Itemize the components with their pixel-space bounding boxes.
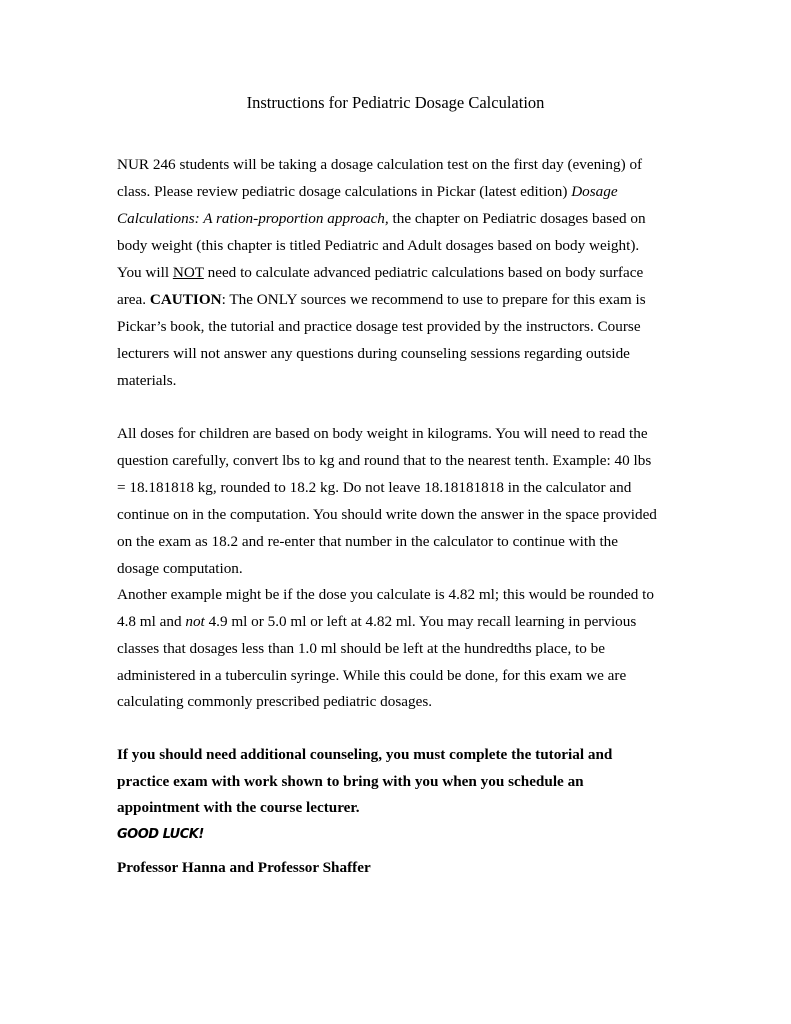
counseling-note-line: appointment with the course lecturer.	[117, 799, 360, 816]
paragraph-1-line	[117, 344, 630, 364]
paragraph-2-line	[117, 585, 654, 605]
signature: Professor Hanna and Professor Shaffer	[117, 859, 371, 876]
text-span: question carefully, convert lbs to kg and round that to the nearest tenth. Example: 40 lbs	[117, 452, 652, 469]
paragraph-2-line	[117, 639, 605, 659]
text-span: classes that dosages less than 1.0 ml should be left at the hundredths place, to be	[117, 640, 605, 657]
good-luck-text: GOOD LUCK!	[117, 827, 204, 842]
book-title-italic: Dosage	[571, 183, 618, 200]
paragraph-2-line	[117, 424, 648, 444]
caution-label: CAUTION	[149, 291, 222, 308]
text-span: body weight (this chapter is titled Pediatric and Adult dosages based on body weight).	[117, 237, 640, 254]
text-span: class. Please review pediatric dosage calculations in Pickar (latest edition)	[117, 183, 572, 200]
text-span: continue on in the computation. You should write down the answer in the space provided	[117, 506, 657, 523]
paragraph-2-line	[117, 505, 657, 525]
text-span: materials.	[117, 372, 177, 389]
paragraph-1-line	[117, 317, 641, 337]
text-span: lecturers will not answer any questions during counseling sessions regarding outside	[117, 345, 630, 362]
paragraph-1-line	[117, 290, 646, 310]
counseling-note-line: If you should need additional counseling, you must complete the tutorial and	[117, 746, 613, 763]
paragraph-2-line	[117, 451, 651, 471]
paragraph-1-line	[117, 155, 642, 175]
text-span: area.	[117, 291, 150, 308]
paragraph-2-line	[117, 559, 243, 579]
text-span: : The ONLY sources we recommend to use to prepare for this exam is	[221, 291, 646, 308]
text-span: NUR 246 students will be taking a dosage calculation test on the first day (evening) of	[117, 156, 643, 173]
book-title-italic: Calculations: A ration-proportion approach,	[117, 210, 389, 227]
text-span: the chapter on Pediatric dosages based on	[388, 210, 646, 227]
text-span: = 18.181818 kg, rounded to 18.2 kg. Do not leave 18.18181818 in the calculator and	[117, 479, 632, 496]
text-span: need to calculate advanced pediatric calculations based on body surface	[203, 264, 644, 281]
paragraph-1-line	[117, 182, 618, 202]
text-span: on the exam as 18.2 and re-enter that number in the calculator to continue with the	[117, 533, 619, 550]
underlined-emphasis: NOT	[172, 264, 204, 281]
text-span: 4.8 ml and	[117, 613, 186, 630]
text-span: You will	[117, 264, 173, 281]
paragraph-2-line	[117, 692, 432, 712]
text-span: administered in a tuberculin syringe. While this could be done, for this exam we are	[117, 667, 627, 684]
counseling-note-line: practice exam with work shown to bring with you when you schedule an	[117, 773, 584, 790]
italic-emphasis: not	[185, 613, 205, 630]
paragraph-1-line	[117, 236, 639, 256]
paragraph-2-line	[117, 478, 631, 498]
text-span: calculating commonly prescribed pediatric dosages.	[117, 693, 433, 710]
paragraph-2-line	[117, 666, 626, 686]
paragraph-1-line	[117, 371, 176, 391]
paragraph-1-line	[117, 209, 646, 229]
text-span: Pickar’s book, the tutorial and practice dosage test provided by the instructors. Course	[117, 318, 641, 335]
text-span: dosage computation.	[117, 560, 243, 577]
text-span: 4.9 ml or 5.0 ml or left at 4.82 ml. You may recall learning in pervious	[204, 613, 637, 630]
paragraph-2-line	[117, 532, 618, 552]
document-title: Instructions for Pediatric Dosage Calculation	[246, 93, 545, 112]
text-span: Another example might be if the dose you calculate is 4.82 ml; this would be rounded to	[117, 586, 654, 603]
paragraph-1-line	[117, 263, 643, 283]
paragraph-2-line	[117, 612, 636, 632]
text-span: All doses for children are based on body weight in kilograms. You will need to read the	[117, 425, 648, 442]
